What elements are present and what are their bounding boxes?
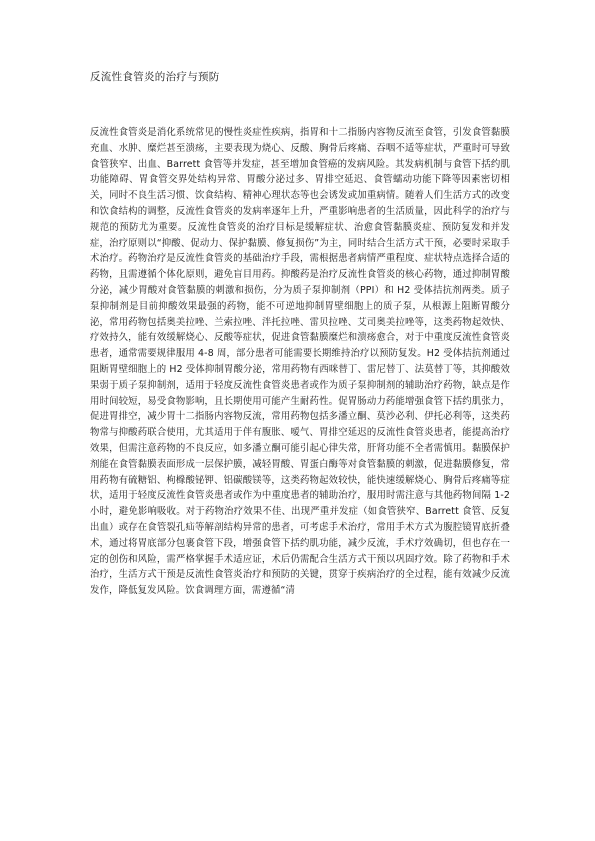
document-body-paragraph: 反流性食管炎是消化系统常见的慢性炎症性疾病，指胃和十二指肠内容物反流至食管，引发食管黏膜充血、水肿、糜烂甚至溃疡，主要表现为烧心、反酸、胸骨后疼痛、吞咽不适等症状，严重时可导致食管狭窄、出血、Barrett 食管等并发症，甚至增加食管癌的发病风险。其发病机制与食管下括约肌功能障碍、胃食管交界处结构异常、胃酸分泌过多、胃排空延迟、食管蠕动功能下降等因素密切相关，同时不良生活习惯、饮食结构、精神心理状态等也会诱发或加重病情。随着人们生活方式的改变和饮食结构的调整，反流性食管炎的发病率逐年上升，严重影响患者的生活质量，因此科学的治疗与规范的预防尤为重要。反流性食管炎的治疗目标是缓解症状、治愈食管黏膜炎症、预防复发和并发症，治疗原则以“抑酸、促动力、保护黏膜、修复损伤”为主，同时结合生活方式干预，必要时采取手术治疗。药物治疗是反流性食管炎的基础治疗手段，需根据患者病情严重程度、症状特点选择合适的药物，且需遵循个体化原则，避免盲目用药。抑酸药是治疗反流性食管炎的核心药物，通过抑制胃酸分泌，减少胃酸对食管黏膜的刺激和损伤，分为质子泵抑制剂（PPI）和 H2 受体拮抗剂两类。质子泵抑制剂是目前抑酸效果最强的药物，能不可逆地抑制胃壁细胞上的质子泵，从根源上阻断胃酸分泌，常用药物包括奥美拉唑、兰索拉唑、泮托拉唑、雷贝拉唑、艾司奥美拉唑等，这类药物起效快、疗效持久，能有效缓解烧心、反酸等症状，促进食管黏膜糜烂和溃疡愈合，对于中重度反流性食管炎患者，通常需要规律服用 4-8 周，部分患者可能需要长期维持治疗以预防复发。H2 受体拮抗剂通过阻断胃壁细胞上的 H2 受体抑制胃酸分泌，常用药物有西咪替丁、雷尼替丁、法莫替丁等，其抑酸效果弱于质子泵抑制剂，适用于轻度反流性食管炎患者或作为质子泵抑制剂的辅助治疗药物，缺点是作用时间较短，易受食物影响，且长期使用可能产生耐药性。促胃肠动力药能增强食管下括约肌张力，促进胃排空，减少胃十二指肠内容物反流，常用药物包括多潘立酮、莫沙必利、伊托必利等，这类药物常与抑酸药联合使用，尤其适用于伴有腹胀、嗳气、胃排空延迟的反流性食管炎患者，能提高治疗效果，但需注意药物的不良反应，如多潘立酮可能引起心律失常，肝肾功能不全者需慎用。黏膜保护剂能在食管黏膜表面形成一层保护膜，减轻胃酸、胃蛋白酶等对食管黏膜的刺激，促进黏膜修复，常用药物有硫糖铝、枸橼酸铋钾、铝碳酸镁等，这类药物起效较快，能快速缓解烧心、胸骨后疼痛等症状，适用于轻度反流性食管炎患者或作为中重度患者的辅助治疗，服用时需注意与其他药物间隔 1-2 小时，避免影响吸收。对于药物治疗效果不佳、出现严重并发症（如食管狭窄、Barrett 食管、反复出血）或存在食管裂孔疝等解剖结构异常的患者，可考虑手术治疗，常用手术方式为腹腔镜胃底折叠术，通过将胃底部分包裹食管下段，增强食管下括约肌功能，减少反流，手术疗效确切，但也存在一定的创伤和风险，需严格掌握手术适应证，术后仍需配合生活方式干预以巩固疗效。除了药物和手术治疗，生活方式干预是反流性食管炎治疗和预防的关键，贯穿于疾病治疗的全过程，能有效减少反流发作，降低复发风险。饮食调理方面，需遵循“清 xyxy=(90,127,510,597)
document-title: 反流性食管炎的治疗与预防 xyxy=(90,71,220,83)
